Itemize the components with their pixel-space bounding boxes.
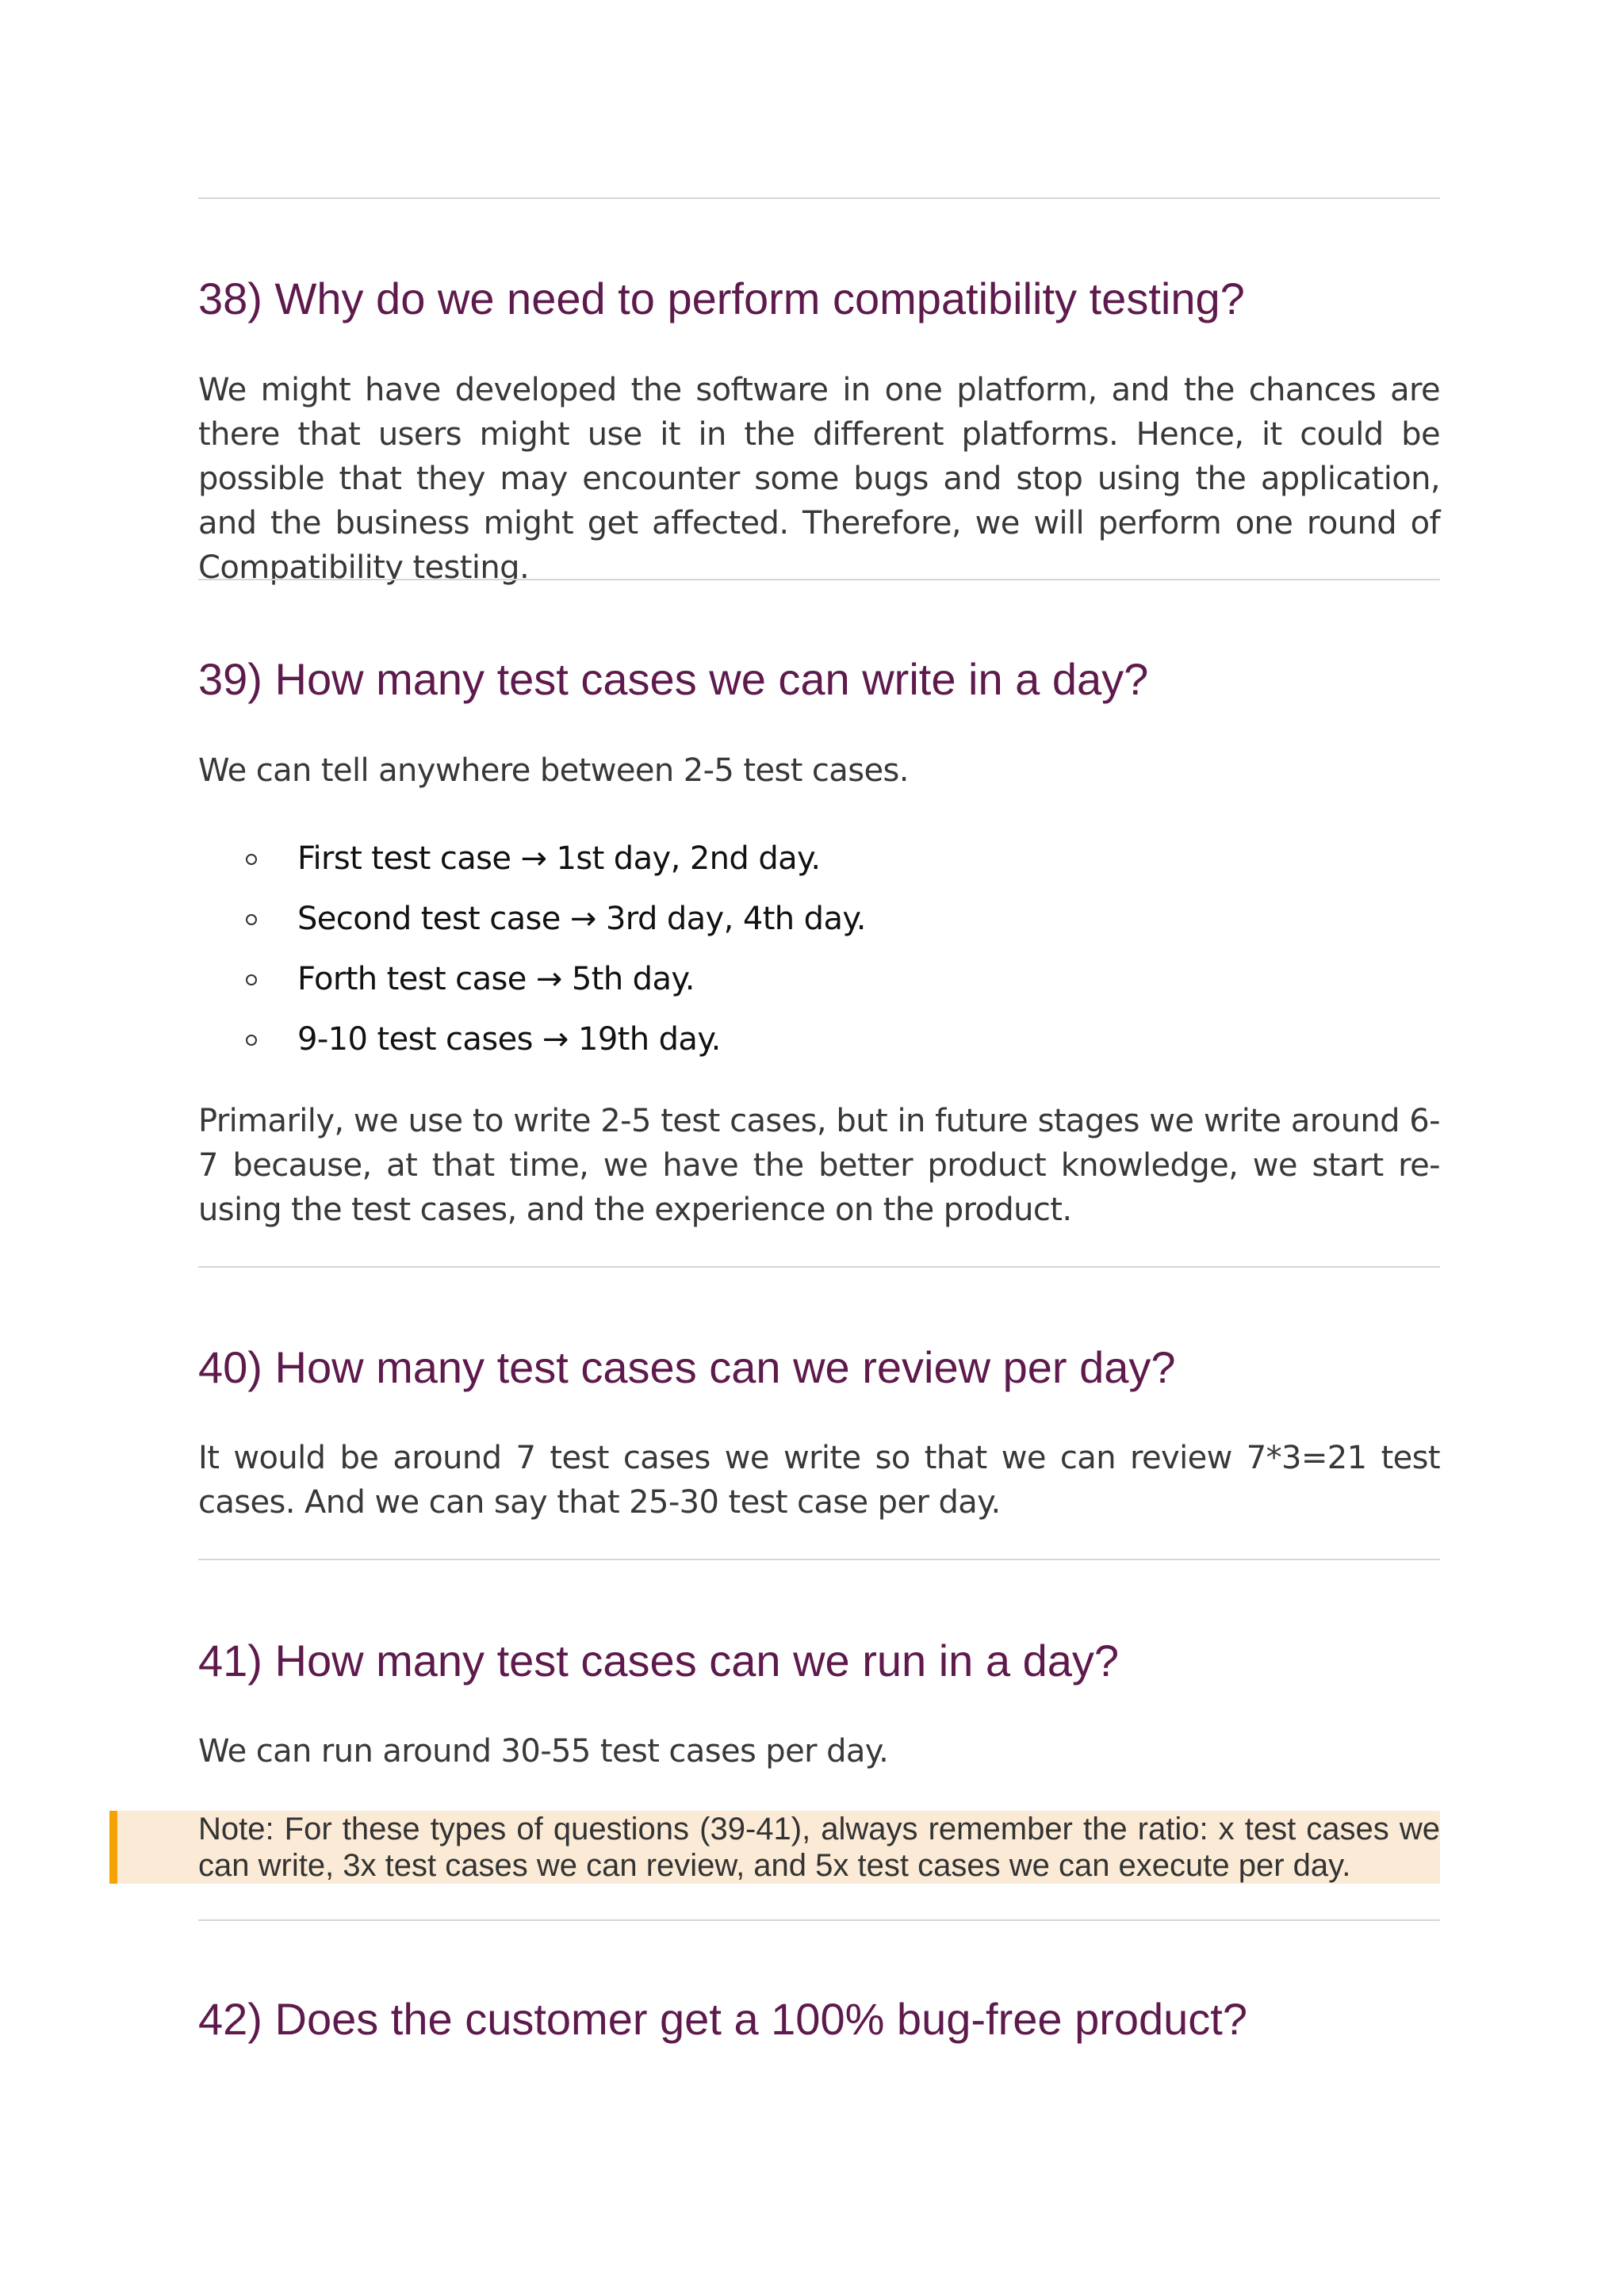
circle-bullet-icon (246, 914, 257, 925)
section-divider (198, 579, 1440, 580)
note-callout (109, 1811, 1440, 1884)
section-divider (198, 197, 1440, 199)
note-text: Note: For these types of questions (39-41), always remember the ratio: x test cases we can write, 3x test cases we can review, and 5x test cases we can execute per day. (198, 1812, 1440, 1883)
section-divider (198, 1266, 1440, 1268)
answer-q41: We can run around 30-55 test cases per day. (198, 1733, 889, 1770)
circle-bullet-icon (246, 974, 257, 985)
answer-q38: We might have developed the software in one platform, and the chances are there that users might use it in the different platforms. Hence, it could be possible that they may encounter some bugs and stop using the application, and the business might get affected. Therefore, we will perform one round of Compatibility testing. (198, 372, 1440, 586)
heading-q40: 40) How many test cases can we review per day? (198, 1342, 1176, 1392)
circle-bullet-icon (246, 854, 257, 865)
heading-q38: 38) Why do we need to perform compatibility testing? (198, 274, 1245, 323)
heading-q41: 41) How many test cases can we run in a day? (198, 1636, 1120, 1686)
intro-q39: We can tell anywhere between 2-5 test cases. (198, 752, 909, 789)
list-item: 9-10 test cases → 19th day. (198, 1017, 1440, 1062)
circle-bullet-icon (246, 1035, 257, 1046)
answer-q39: Primarily, we use to write 2-5 test cases, but in future stages we write around 6-7 because, at that time, we have the better product knowledge, we start re-using the test cases, and the experience on the product. (198, 1103, 1440, 1228)
answer-q40: It would be around 7 test cases we write so that we can review 7*3=21 test cases. And we can say that 25-30 test case per day. (198, 1440, 1440, 1521)
note-accent-bar (109, 1811, 117, 1884)
list-item: Second test case → 3rd day, 4th day. (198, 897, 1440, 941)
list-item: Forth test case → 5th day. (198, 957, 1440, 1001)
heading-q42: 42) Does the customer get a 100% bug-free product? (198, 1994, 1247, 2044)
section-divider (198, 1919, 1440, 1921)
list-q39 (198, 836, 1440, 1062)
list-item: First test case → 1st day, 2nd day. (198, 836, 1440, 881)
heading-q39: 39) How many test cases we can write in a day? (198, 654, 1149, 704)
section-divider (198, 1559, 1440, 1560)
